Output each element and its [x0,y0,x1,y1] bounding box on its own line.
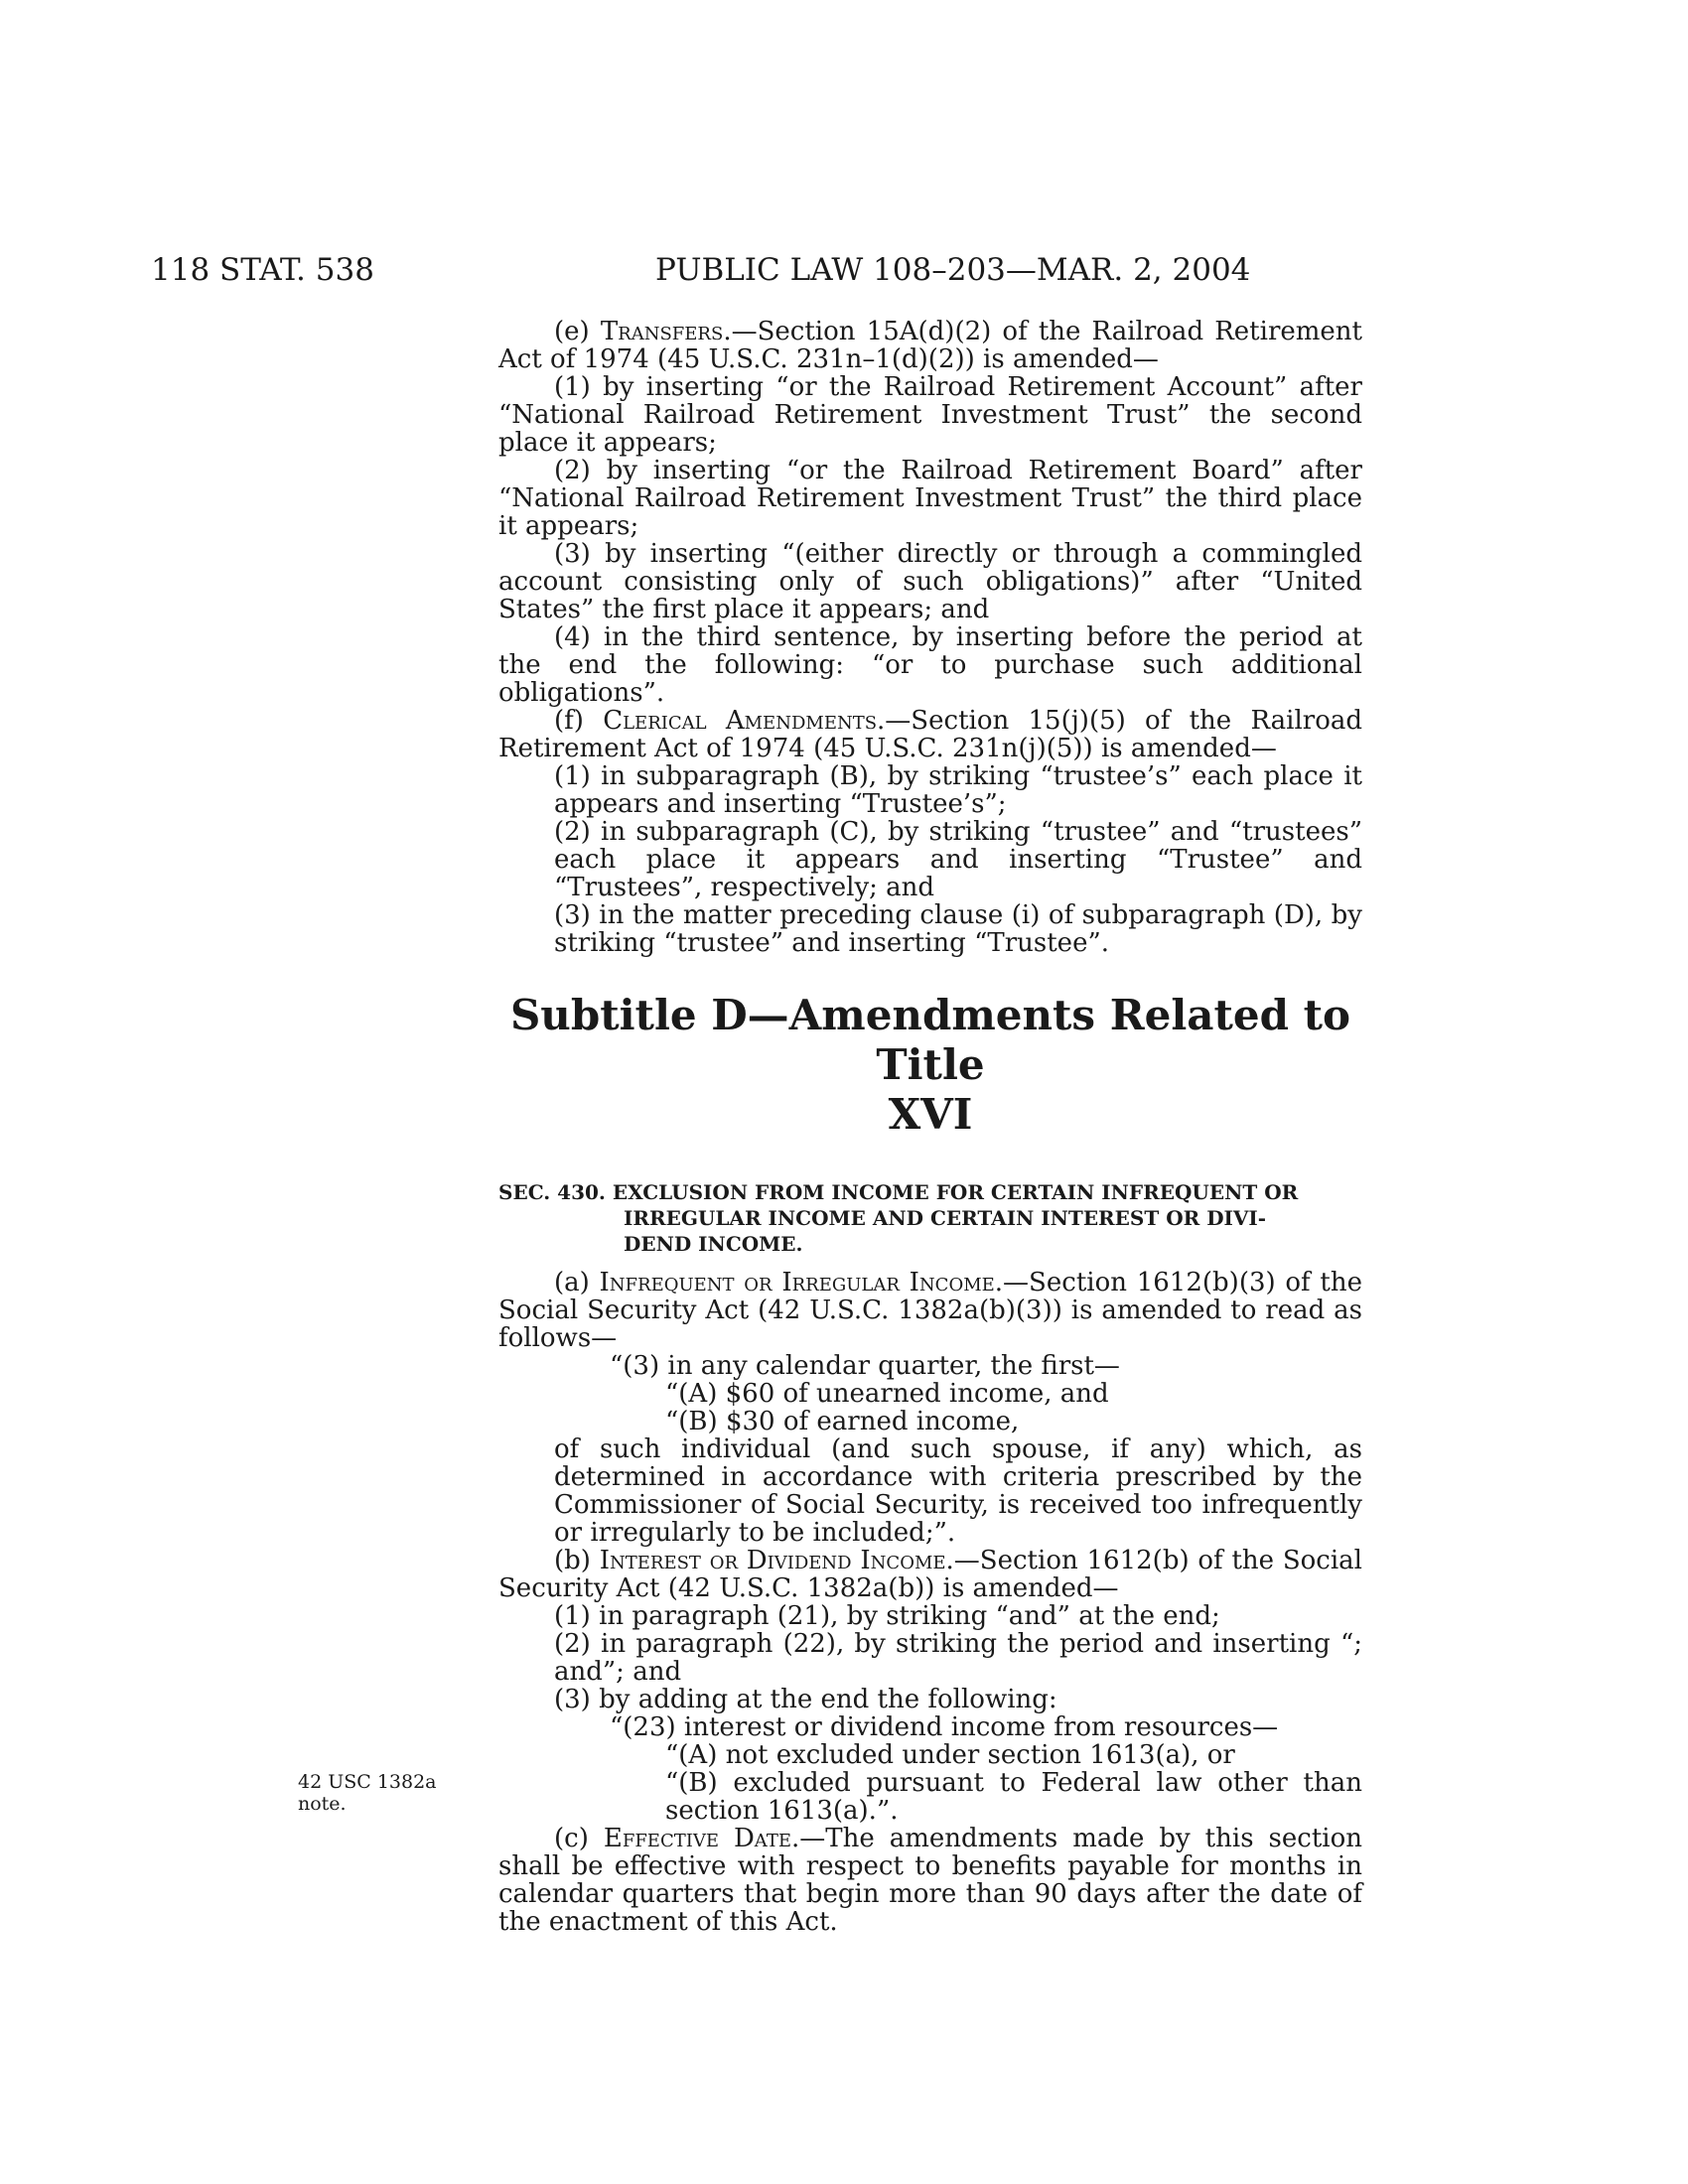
quote-b-earned: “(B) $30 of earned income, [665,1407,1020,1436]
section-f-item-1: (1) in subparagraph (B), by striking “trustee’s” each place it appears and inserting “Trustee’s”; [554,761,1362,819]
section-f-intro: (f) Clerical Amendments.—Section 15(j)(5) of the Railroad Retirement Act of 1974 (45 U.S.C. 231n(j)(5)) is amended— [498,706,1362,763]
section-e-item-4: (4) in the third sentence, by inserting before the period at the end the following: “or to purchase such additional obligations”. [498,622,1362,708]
margin-note-usc [298,1771,437,1815]
quote-23-b: “(B) excluded pursuant to Federal law other than section 1613(a).”. [665,1768,1362,1826]
quote-23-a: “(A) not excluded under section 1613(a), or [665,1740,1235,1770]
public-law-title: PUBLIC LAW 108–203—MAR. 2, 2004 [655,252,1251,288]
section-430-b-intro: (b) Interest or Dividend Income.—Section 1612(b) of the Social Security Act (42 U.S.C. 1382a(b)) is amended— [498,1546,1362,1603]
margin-note-line-1: 42 USC 1382a [298,1771,437,1793]
subtitle-line-2: XVI [888,1090,973,1139]
section-f-item-3: (3) in the matter preceding clause (i) of subparagraph (D), by striking “trustee” and inserting “Trustee”. [554,900,1362,958]
margin-note-line-2: note. [298,1793,347,1815]
section-430-b-item-2: (2) in paragraph (22), by striking the period and inserting “; and”; and [554,1629,1362,1687]
section-430-b-item-3: (3) by adding at the end the following: [554,1685,1057,1714]
main-text-column [498,318,1362,1936]
section-e-item-2: (2) by inserting “or the Railroad Retirement Board” after “National Railroad Retirement Investment Trust” the third place it appears; [498,456,1362,541]
section-f-item-2: (2) in subparagraph (C), by striking “trustee” and “trustees” each place it appears and inserting “Trustee” and “Trustees”, respectively; and [554,817,1362,902]
section-430-heading: SEC. 430. EXCLUSION FROM INCOME FOR CERTAIN INFREQUENT OR IRREGULAR INCOME AND CERTAIN INTEREST OR DIVI- DEND INCOME. [498,1180,1299,1256]
section-e-item-1: (1) by inserting “or the Railroad Retirement Account” after “National Railroad Retirement Investment Trust” the second place it appears; [498,372,1362,458]
quote-tail: of such individual (and such spouse, if any) which, as determined in accordance with criteria prescribed by the Commissioner of Social Security, is received too infrequently or irregularly to be included;”. [554,1434,1362,1548]
section-430-b-item-1: (1) in paragraph (21), by striking “and” at the end; [554,1601,1220,1631]
page-header [0,250,1688,290]
stat-page-number: 118 STAT. 538 [151,252,374,288]
section-430-c-effective-date: (c) Effective Date.—The amendments made by this section shall be effective with respect to benefits payable for months in calendar quarters that begin more than 90 days after the date of the enactment of this Act. [498,1824,1362,1937]
section-e-item-3: (3) by inserting “(either directly or through a commingled account consisting only of such obligations)” after “United States” the first place it appears; and [498,539,1362,624]
quote-a-unearned: “(A) $60 of unearned income, and [665,1379,1109,1409]
section-430-a-intro: (a) Infrequent or Irregular Income.—Section 1612(b)(3) of the Social Security Act (42 U.S.C. 1382a(b)(3)) is amended to read as follows— [498,1268,1362,1353]
quote-3-lead: “(3) in any calendar quarter, the first— [610,1351,1120,1381]
subtitle-line-1: Subtitle D—Amendments Related to Title [509,991,1351,1089]
subtitle-heading [498,991,1362,1140]
section-e-intro: (e) Transfers.—Section 15A(d)(2) of the Railroad Retirement Act of 1974 (45 U.S.C. 231n–1(d)(2)) is amended— [498,317,1362,374]
quote-23: “(23) interest or dividend income from resources— [610,1712,1279,1742]
